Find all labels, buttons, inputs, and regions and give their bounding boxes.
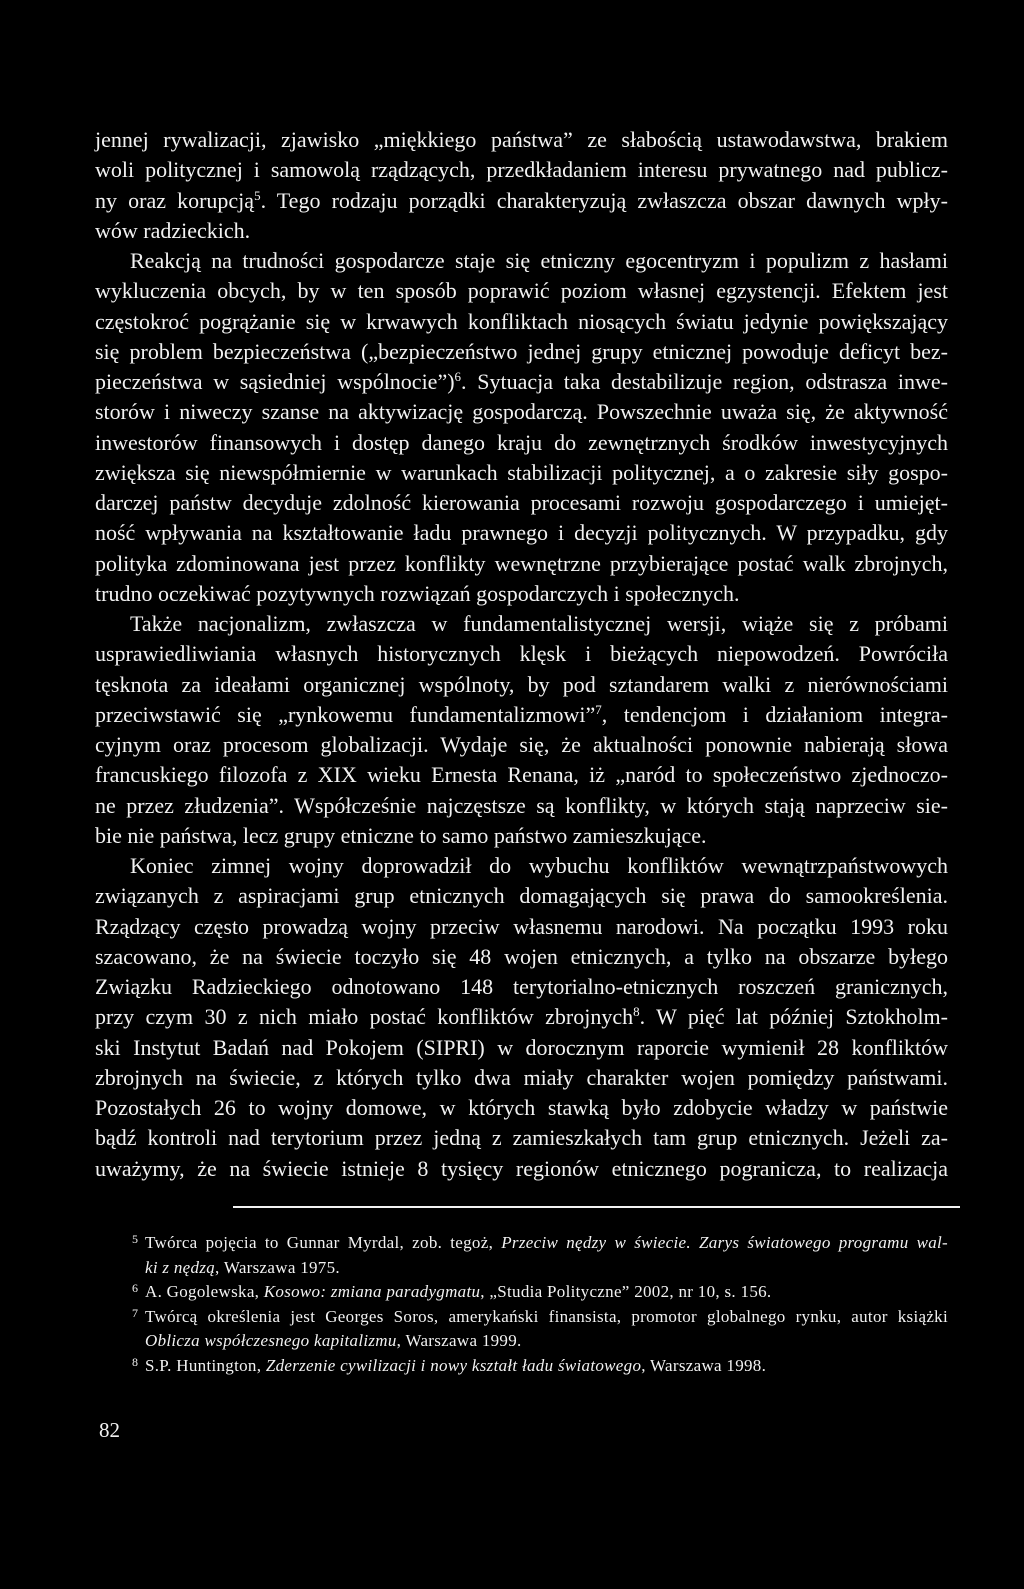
text-run: pieczeństwa w sąsiedniej wspólnocie”): [95, 369, 455, 394]
text-line: [95, 760, 948, 790]
text-line: [95, 851, 948, 881]
text-run: ność wpływania na kształtowanie ładu prawnego i decyzji politycznych. W przypadku, gdy: [95, 520, 948, 546]
text-run: się problem bezpieczeństwa („bezpieczeństwo jednej grupy etnicznej powoduje deficyt bez-: [95, 338, 948, 364]
text-run: ski Instytut Badań nad Pokojem (SIPRI) w dorocznym raporcie wymienił 28 konfliktów: [95, 1034, 948, 1060]
text-run: Twórcą określenia jest Georges Soros, amerykański finansista, promotor globalnego rynku, autor książki: [145, 1306, 948, 1326]
text-line: [95, 730, 948, 760]
text-run: bądź kontroli nad terytorium przez jedną z zamieszkałych tam grup etnicznych. Jeżeli za-: [95, 1125, 948, 1151]
footnotes: [132, 1231, 949, 1379]
footnote-reference: 8: [633, 1004, 640, 1020]
text-run: . Sytuacja taka destabilizuje region, odstrasza inwe-: [461, 369, 948, 394]
text-run: Twórca pojęcia to Gunnar Myrdal, zob. tegoż,: [145, 1233, 502, 1252]
text-run: Związku Radzieckiego odnotowano 148 terytorialno-etnicznych roszczeń granicznych,: [95, 974, 948, 999]
text-line: [95, 246, 948, 276]
text-run: przeciwstawić się „rynkowemu fundamentalizmowi”: [95, 701, 596, 727]
italic-title: Kosowo: zmiana paradygmatu: [263, 1282, 481, 1302]
text-run: częstokroć pogrążanie się w krwawych konfliktach niosących światu jedynie powiększający: [95, 308, 948, 334]
footnote-line: [145, 1305, 948, 1330]
text-line: [95, 307, 948, 337]
text-run: darczej państw decyduje zdolność kierowania procesami rozwoju gospodarczego i umiejęt-: [95, 490, 948, 515]
text-line: [95, 428, 948, 458]
text-run: Rządzący często prowadzą wojny przeciw własnemu narodowi. Na początku 1993 roku: [95, 913, 948, 939]
footnote-number: 7: [132, 1305, 138, 1320]
text-line: [95, 337, 948, 367]
text-line: [95, 367, 948, 397]
text-run: Koniec zimnej wojny doprowadził do wybuchu konfliktów wewnątrzpaństwowych: [130, 853, 948, 878]
text-run: , Warszawa 1999.: [396, 1331, 522, 1351]
footnote-reference: 5: [254, 187, 261, 203]
text-run: storów i niweczy szanse na aktywizację gospodarczą. Powszechnie uważa się, że aktywność: [95, 399, 948, 425]
text-line: [95, 670, 948, 700]
text-run: Pozostałych 26 to wojny domowe, w których stawką było zdobycie władzy w państwie: [95, 1095, 948, 1120]
footnote-separator: [233, 1206, 960, 1208]
main-text: [95, 125, 948, 1184]
text-line: [95, 942, 948, 972]
footnote-reference: 6: [454, 369, 462, 384]
text-run: wów radzieckich.: [95, 217, 251, 243]
page-number: 82: [99, 1418, 120, 1442]
paragraph: [95, 851, 948, 1184]
text-line: [95, 549, 948, 579]
text-line: [95, 700, 948, 730]
text-line: [95, 821, 948, 851]
text-line: [95, 276, 948, 306]
text-line: [95, 972, 948, 1002]
text-line: [95, 125, 948, 155]
text-run: , Warszawa 1975.: [215, 1257, 340, 1277]
text-run: Reakcją na trudności gospodarcze staje się etniczny egocentryzm i populizm z hasłami: [130, 248, 948, 273]
text-line: [95, 155, 948, 185]
footnote-line: [145, 1329, 948, 1354]
text-run: zbrojnych na świecie, z których tylko dwa miały charakter wojen pomiędzy państwami.: [95, 1064, 948, 1090]
text-run: związanych z aspiracjami grup etnicznych domagających się prawa do samookreślenia.: [95, 883, 948, 909]
text-run: bie nie państwa, lecz grupy etniczne to samo państwo zamieszkujące.: [95, 822, 707, 848]
paragraph: [95, 609, 948, 851]
text-line: [95, 1063, 948, 1093]
text-run: . W pięć lat później Sztokholm-: [639, 1004, 948, 1030]
text-run: woli politycznej i samowolą rządzących, przedkładaniem interesu prywatnego nad publicz-: [95, 157, 948, 183]
italic-title: Oblicza współczesnego kapitalizmu: [145, 1331, 397, 1351]
text-run: , „Studia Polityczne” 2002, nr 10, s. 156.: [480, 1282, 772, 1302]
text-run: ny oraz korupcją: [95, 187, 255, 213]
footnote-number: 5: [132, 1232, 138, 1246]
text-run: usprawiedliwiania własnych historycznych klęsk i bieżących niepowodzeń. Powróciła: [95, 641, 948, 667]
text-line: [95, 397, 948, 427]
text-run: francuskiego filozofa z XIX wieku Ernesta Renana, iż „naród to społeczeństwo zjednoczo-: [95, 762, 948, 788]
footnote-line: [145, 1280, 948, 1305]
text-line: [95, 458, 948, 488]
text-run: zwiększa się niewspółmiernie w warunkach stabilizacji politycznej, a o zakresie siły gospo-: [95, 459, 948, 485]
text-line: [95, 216, 948, 246]
footnote: [132, 1231, 949, 1280]
footnote-line: [145, 1231, 948, 1256]
text-run: S.P. Huntington,: [145, 1355, 266, 1375]
text-line: [95, 518, 948, 548]
text-run: jennej rywalizacji, zjawisko „miękkiego państwa” ze słabością ustawodawstwa, brakiem: [95, 127, 948, 152]
text-line: [95, 1123, 948, 1153]
text-run: A. Gogolewska,: [145, 1282, 264, 1302]
text-run: . Tego rodzaju porządki charakteryzują zwłaszcza obszar dawnych wpły-: [260, 187, 948, 213]
text-line: [95, 609, 948, 639]
italic-title: Przeciw nędzy w świecie. Zarys światowego programu wal-: [501, 1233, 949, 1252]
footnote-number: 6: [132, 1281, 138, 1296]
text-run: szacowano, że na świecie toczyło się 48 wojen etnicznych, a tylko na obszarze byłego: [95, 943, 948, 969]
text-run: przy czym 30 z nich miało postać konfliktów zbrojnych: [95, 1004, 634, 1030]
italic-title: ki z nędzą: [145, 1257, 216, 1277]
footnote-reference: 7: [595, 701, 602, 717]
text-run: ne przez złudzenia”. Współcześnie najczęstsze są konflikty, w których stają naprzeciw sie-: [95, 792, 948, 818]
text-run: tęsknota za ideałami organicznej wspólnoty, by pod sztandarem walki z nierównościami: [95, 671, 948, 697]
text-run: polityka zdominowana jest przez konflikty wewnętrzne przybierające postać walk zbrojnych,: [95, 550, 948, 576]
paragraph: [95, 246, 948, 609]
text-run: cyjnym oraz procesom globalizacji. Wydaje się, że aktualności ponownie nabierają słowa: [95, 732, 948, 757]
text-line: [95, 881, 948, 911]
text-run: Także nacjonalizm, zwłaszcza w fundamentalistycznej wersji, wiąże się z próbami: [130, 611, 948, 636]
text-run: uważymy, że na świecie istnieje 8 tysięcy regionów etnicznego pogranicza, to realizacja: [95, 1155, 948, 1181]
text-line: [95, 1033, 948, 1063]
text-line: [95, 639, 948, 669]
footnote: [132, 1354, 948, 1379]
footnote-number: 8: [132, 1354, 138, 1369]
text-line: [95, 488, 948, 518]
text-run: , Warszawa 1998.: [641, 1355, 767, 1375]
text-line: [95, 1154, 948, 1184]
italic-title: Zderzenie cywilizacji i nowy kształt ładu światowego: [265, 1355, 642, 1375]
text-line: [95, 912, 948, 942]
text-run: trudno oczekiwać pozytywnych rozwiązań gospodarczych i społecznych.: [95, 580, 740, 606]
text-line: [95, 1002, 948, 1032]
footnote: [132, 1280, 948, 1305]
text-line: [95, 1093, 948, 1123]
paragraph: [95, 125, 948, 246]
text-line: [95, 186, 948, 216]
text-line: [95, 791, 948, 821]
text-line: [95, 579, 948, 609]
footnote-line: [145, 1354, 948, 1379]
text-run: wykluczenia obcych, by w ten sposób poprawić poziom własnej egzystencji. Efektem jest: [95, 278, 948, 304]
footnote-line: [145, 1256, 948, 1281]
text-run: , tendencjom i działaniom integra-: [601, 701, 948, 727]
footnote: [132, 1305, 948, 1354]
text-run: inwestorów finansowych i dostęp danego kraju do zewnętrznych środków inwestycyjnych: [95, 429, 948, 455]
